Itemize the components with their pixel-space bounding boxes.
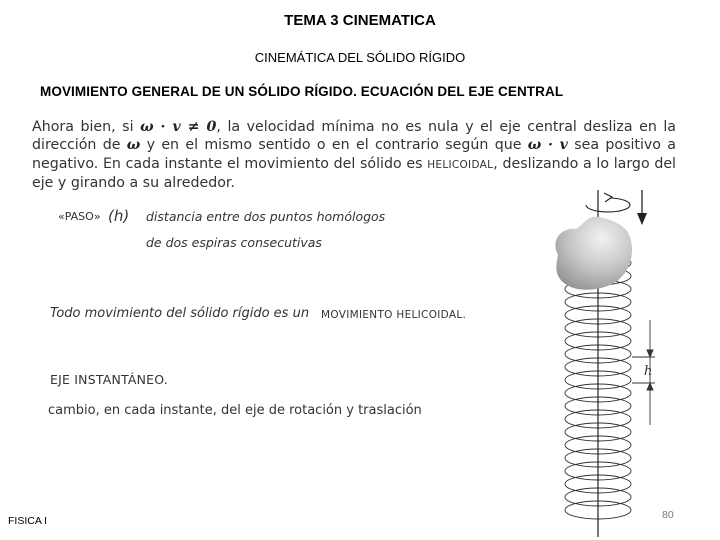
helical-motion-statement: Todo movimiento del sólido rígido es un [50,306,310,321]
instant-axis-label: EJE INSTANTÁNEO. [50,372,168,387]
dot-product-sign: ω · v [527,137,568,154]
rotation-arrow-icon [586,193,630,212]
helicoidal-term: HELICOIDAL [427,158,494,171]
helical-motion-diagram [530,185,670,540]
translation-arrow-icon [637,190,647,225]
paso-definition-line-1: distancia entre dos puntos homólogos [146,209,386,224]
paso-symbol: (h) [108,207,130,225]
para-text-4: sea positivo a negativo. En cada instante el movimiento del sólido es [32,137,676,172]
helicoidal-paragraph [32,118,676,193]
omega-symbol: ω [126,137,141,154]
slide-subtitle: CINEMÁTICA DEL SÓLIDO RÍGIDO [254,50,466,65]
section-heading: MOVIMIENTO GENERAL DE UN SÓLIDO RÍGIDO. ECUACIÓN DEL EJE CENTRAL [40,84,564,99]
page-number: 80 [662,509,674,521]
para-text-2: , la velocidad mínima no es nula y el eje central desliza en la dirección de [32,119,676,154]
para-text-5: , deslizando a lo largo del eje y girando a su alrededor. [32,155,676,192]
solid-body [555,217,632,290]
footer-course-label: FISICA I [8,515,48,527]
slide-title: TEMA 3 CINEMATICA [284,12,436,29]
helical-motion-term: MOVIMIENTO HELICOIDAL. [321,309,467,321]
paso-definition-line-2: de dos espiras consecutivas [146,235,322,250]
dot-product-condition: ω · v ≠ 0 [140,119,217,135]
instant-axis-description: cambio, en cada instante, del eje de rotación y traslación [48,403,422,418]
para-text-1: Ahora bien, si [32,119,141,135]
para-text-3: y en el mismo sentido o en el contrario según que [140,137,528,154]
pitch-label: h [644,364,653,379]
paso-term: «PASO» [58,210,101,223]
